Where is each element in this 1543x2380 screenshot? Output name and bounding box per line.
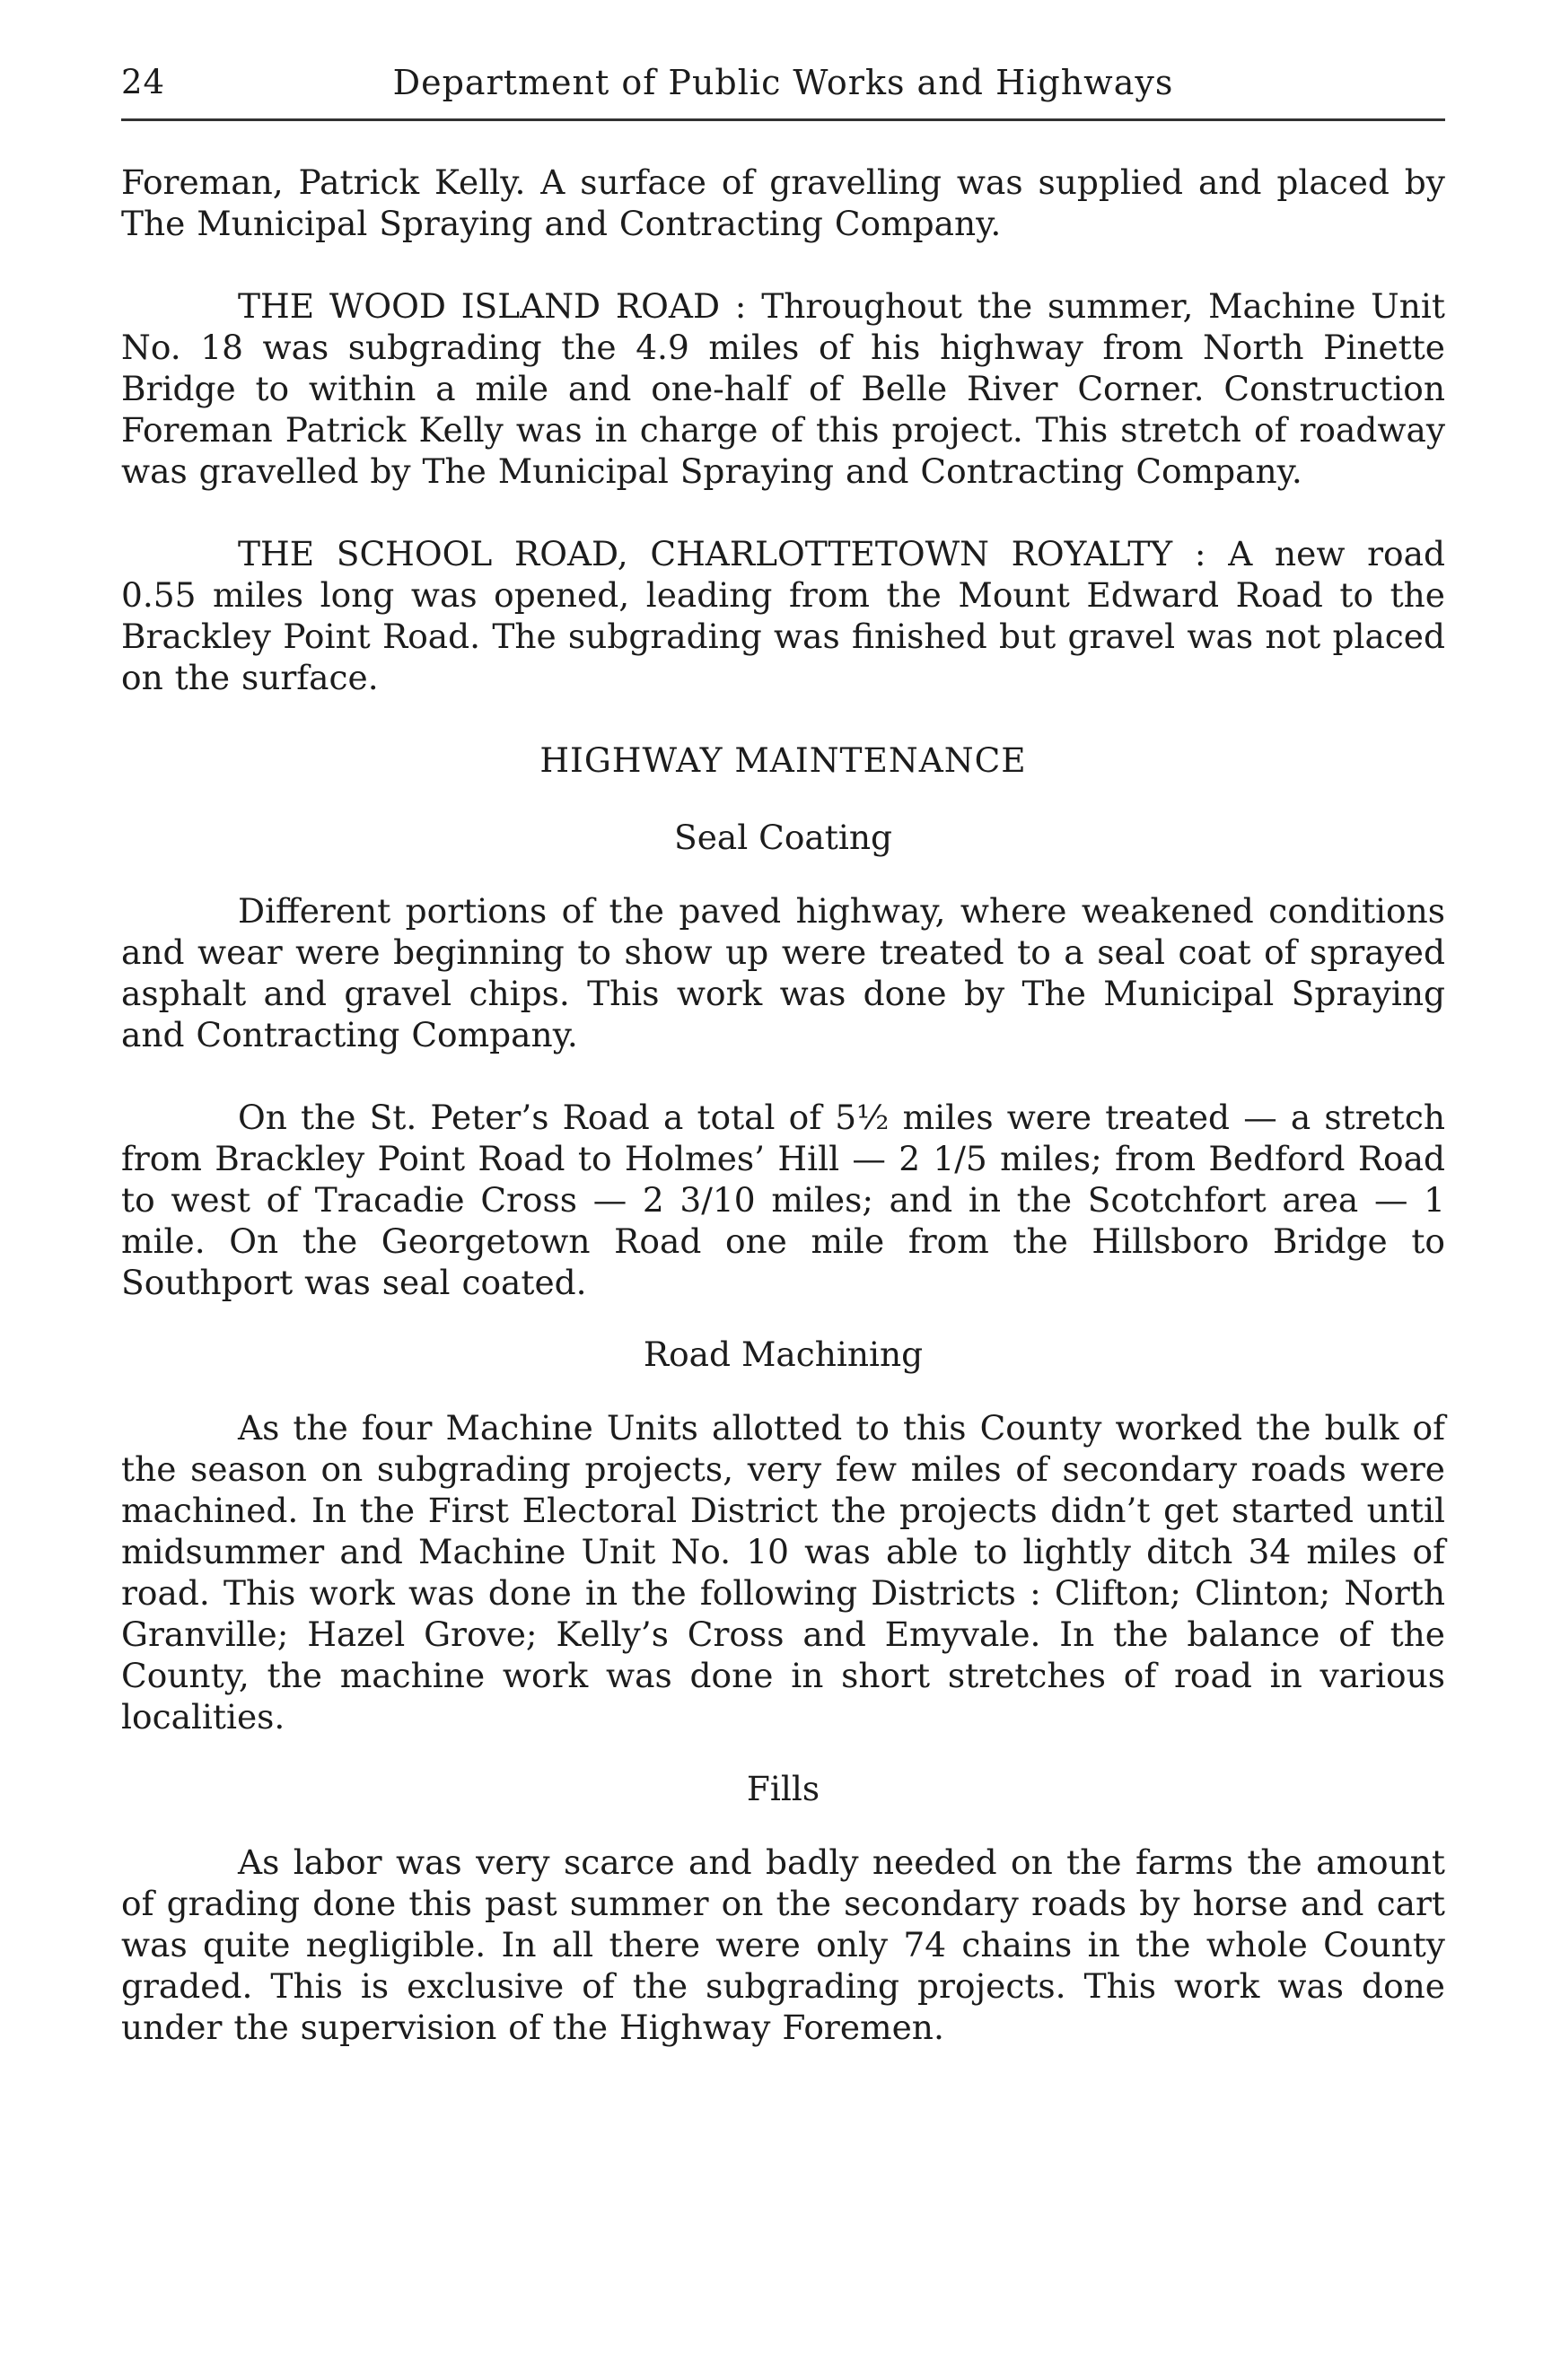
sub-heading-seal-coating: Seal Coating bbox=[674, 818, 892, 857]
page-header bbox=[121, 56, 1445, 121]
paragraph-road-machining: As the four Machine Units allotted to this County worked the bulk of the season on subgrading projects, very few miles of secondary roads were machined. In the First Electoral District the projects didn’t get started until midsummer and Machine Unit No. 10 was able to lightly ditch 34 miles of road. This work was done in the following Districts : Clifton; Clinton; North Granville; Hazel Grove; Kelly’s Cross and Emyvale. In the balance of the County, the machine work was done in short stretches of road in various localities. bbox=[121, 1408, 1445, 1737]
page-number: 24 bbox=[121, 63, 166, 101]
paragraph-fills: As labor was very scarce and badly needed on the farms the amount of grading done this past summer on the secondary roads by horse and cart was quite negligible. In all there were only 74 chains in the whole County graded. This is exclusive of the subgrading projects. This work was done under the supervision of the Highway Foremen. bbox=[121, 1842, 1445, 2047]
paragraph-seal-coating-2: On the St. Peter’s Road a total of 5½ miles were treated — a stretch from Brackley Point Road to Holmes’ Hill — 2 1/5 miles; from Bedford Road to west of Tracadie Cross — 2 3/10 miles; and in the Scotchfort area — 1 mile. On the Georgetown Road one mile from the Hillsboro Bridge to Southport was seal coated. bbox=[121, 1098, 1445, 1302]
sub-heading-road-machining: Road Machining bbox=[643, 1334, 924, 1374]
paragraph-foreman: Foreman, Patrick Kelly. A surface of gravelling was supplied and placed by The Municipal Spraying and Contracting Company. bbox=[121, 162, 1445, 243]
sub-heading-fills: Fills bbox=[746, 1769, 820, 1808]
body-text bbox=[121, 162, 1445, 2048]
paragraph-wood-island-road: THE WOOD ISLAND ROAD : Throughout the summer, Machine Unit No. 18 was subgrading the 4.9 miles of his highway from North Pinette Bridge to within a mile and one-half of Belle River Corner. Construction Foreman Patrick Kelly was in charge of this project. This stretch of roadway was gravelled by The Municipal Spraying and Contracting Company. bbox=[121, 286, 1445, 491]
paragraph-school-road: THE SCHOOL ROAD, CHARLOTTETOWN ROYALTY : A new road 0.55 miles long was opened, leading from the Mount Edward Road to the Brackley Point Road. The subgrading was finished but gravel was not placed on the surface. bbox=[121, 534, 1445, 697]
section-heading-highway-maintenance: HIGHWAY MAINTENANCE bbox=[539, 740, 1027, 780]
running-head: Department of Public Works and Highways bbox=[392, 63, 1174, 102]
paragraph-seal-coating-1: Different portions of the paved highway, where weakened conditions and wear were beginning to show up were treated to a seal coat of sprayed asphalt and gravel chips. This work was done by The Municipal Spraying and Contracting Company. bbox=[121, 891, 1445, 1054]
